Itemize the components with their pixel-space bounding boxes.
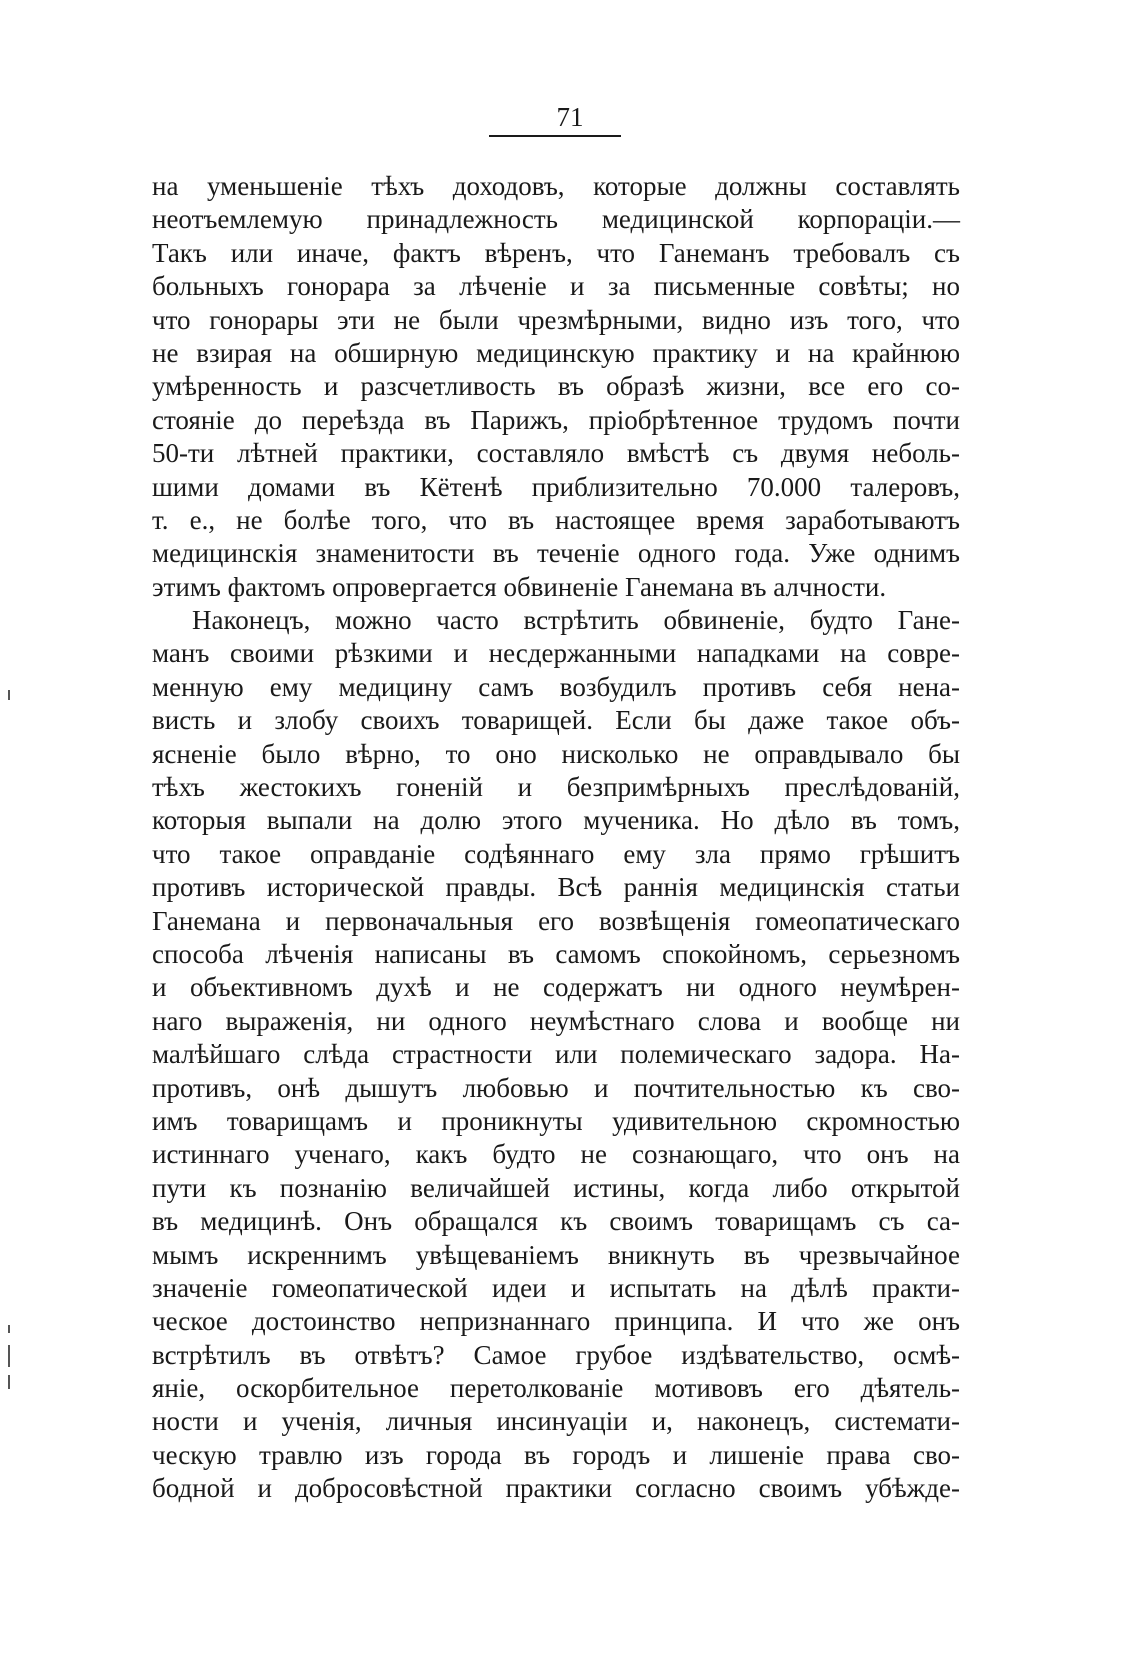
text-line: умѣренность и разсчетливость въ образѣ жизни, все его со- <box>152 371 960 402</box>
speck-left-4 <box>8 1375 10 1389</box>
text-line: что такое оправданіе содѣяннаго ему зла прямо грѣшитъ <box>152 838 960 869</box>
text-line: на уменьшеніе тѣхъ доходовъ, которые должны составлять <box>152 171 960 201</box>
text-line: Такъ или иначе, фактъ вѣренъ, что Ганеманъ требовалъ съ <box>152 237 960 268</box>
text-line: ности и ученія, личныя инсинуаціи и, наконецъ, системати- <box>152 1406 960 1437</box>
text-line: медицинскія знаменитости въ теченіе одного года. Уже однимъ <box>152 538 960 569</box>
speck-left-1 <box>8 690 10 700</box>
text-line: Наконецъ, можно часто встрѣтить обвиненіе, будто Гане- <box>192 605 960 636</box>
text-line: яніе, оскорбительное перетолкованіе мотивовъ его дѣятель- <box>152 1373 960 1404</box>
paragraph-2 <box>152 604 960 1506</box>
text-line: малѣйшаго слѣда страстности или полемическаго задора. На- <box>152 1039 960 1070</box>
text-line: мымъ искреннимъ увѣщеваніемъ вникнуть въ чрезвычайное <box>152 1239 960 1270</box>
paragraph-1 <box>152 170 960 604</box>
text-line: т. е., не болѣе того, что въ настоящее время заработываютъ <box>152 504 960 535</box>
text-line: шими домами въ Кётенѣ приблизительно 70.000 талеровъ, <box>152 471 960 502</box>
text-line: висть и злобу своихъ товарищей. Если бы даже такое объ- <box>152 705 960 736</box>
text-line: ясненіе было вѣрно, то оно нисколько не оправдывало бы <box>152 738 960 769</box>
text-line: противъ исторической правды. Всѣ раннія медицинскія статьи <box>152 872 960 903</box>
text-line: 50-ти лѣтней практики, составляло вмѣстѣ съ двумя неболь- <box>152 438 960 469</box>
body-text <box>152 170 960 1506</box>
text-line: неотъемлемую принадлежность медицинской корпораціи.— <box>152 204 960 235</box>
text-line: менную ему медицину самъ возбудилъ противъ себя нена- <box>152 671 960 702</box>
text-line: манъ своими рѣзкими и несдержанными нападками на совре- <box>152 638 960 669</box>
text-line: тѣхъ жестокихъ гоненій и безпримѣрныхъ преслѣдованій, <box>152 772 960 803</box>
speck-left-3 <box>8 1345 10 1367</box>
text-line: что гонорары эти не были чрезмѣрными, видно изъ того, что <box>152 304 960 335</box>
text-line: имъ товарищамъ и проникнуты удивительною скромностью <box>152 1105 960 1136</box>
speck-left-2 <box>8 1325 10 1333</box>
text-line: больныхъ гонорара за лѣченіе и за письменные совѣты; но <box>152 271 960 302</box>
text-line: которыя выпали на долю этого мученика. Но дѣло въ томъ, <box>152 805 960 836</box>
text-line: ческое достоинство непризнаннаго принципа. И что же онъ <box>152 1306 960 1337</box>
text-line: значеніе гомеопатической идеи и испытать на дѣлѣ практи- <box>152 1272 960 1303</box>
text-line: пути къ познанію величайшей истины, когда либо открытой <box>152 1172 960 1203</box>
page-number-rule <box>489 135 621 137</box>
text-line: не взирая на обширную медицинскую практику и на крайнюю <box>152 337 960 368</box>
text-line: и объективномъ духѣ и не содержатъ ни одного неумѣрен- <box>152 972 960 1003</box>
text-line: Ганемана и первоначальныя его возвѣщенія гомеопатическаго <box>152 905 960 936</box>
text-line: ческую травлю изъ города въ городъ и лишеніе права сво- <box>152 1439 960 1470</box>
text-line: истиннаго ученаго, какъ будто не сознающаго, что онъ на <box>152 1139 960 1170</box>
text-line: встрѣтилъ въ отвѣтъ? Самое грубое издѣвательство, осмѣ- <box>152 1339 960 1370</box>
text-line: въ медицинѣ. Онъ обращался къ своимъ товарищамъ съ са- <box>152 1206 960 1237</box>
text-line: бодной и добросовѣстной практики согласно своимъ убѣжде- <box>152 1473 960 1504</box>
text-line: способа лѣченія написаны въ самомъ спокойномъ, серьезномъ <box>152 938 960 969</box>
text-line: стояніе до переѣзда въ Парижъ, пріобрѣтенное трудомъ почти <box>152 404 960 435</box>
text-line: этимъ фактомъ опровергается обвиненіе Ганемана въ алчности. <box>152 571 887 602</box>
text-line: противъ, онѣ дышутъ любовью и почтительностью къ сво- <box>152 1072 960 1103</box>
page-number: 71 <box>556 102 584 132</box>
text-line: наго выраженія, ни одного неумѣстнаго слова и вообще ни <box>152 1005 960 1036</box>
